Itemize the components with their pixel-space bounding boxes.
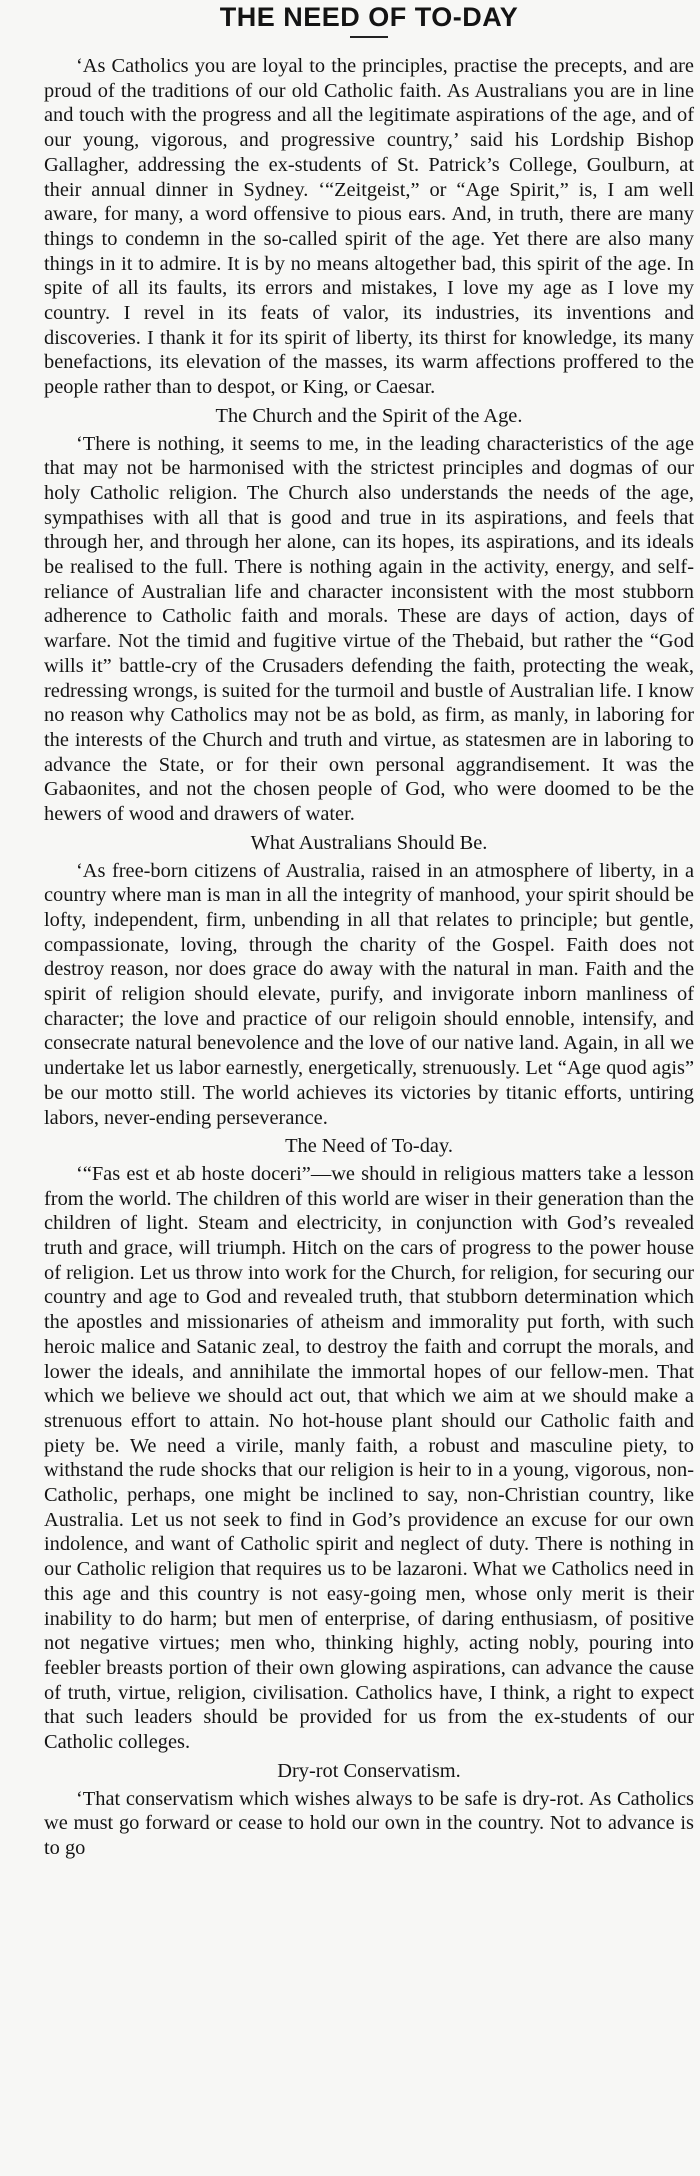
- title-rule: [350, 36, 388, 38]
- section-heading: The Need of To-day.: [285, 1135, 453, 1158]
- section-heading: What Australians Should Be.: [250, 831, 488, 854]
- section-paragraph: ‘That conservatism which wishes always to be safe is dry-rot. As Catholics we must go forward or cease to hold our own in the country. Not to advance is to go: [44, 1787, 694, 1859]
- intro-paragraph: ‘As Catholics you are loyal to the principles, practise the precepts, and are proud of the traditions of our old Catholic faith. As Australians you are in line and touch with the progress and all the legitimate aspirations of the age, and of our young, vigorous, and progressive country,’ said his Lordship Bishop Gallagher, addressing the ex-students of St. Patrick’s College, Goulburn, at their annual dinner in Sydney. ‘“Zeitgeist,” or “Age Spirit,” is, I am well aware, for many, a word offensive to pious ears. And, in truth, there are many things to condemn in the so-called spirit of the age. Yet there are also many things in it to admire. It is by no means altogether bad, this spirit of the age. In spite of all its faults, its errors and mistakes, I love my age as I love my country. I revel in its feats of valor, its industries, its inventions and discoveries. I thank it for its spirit of liberty, its thirst for knowledge, its many benefactions, its elevation of the masses, its warm affections proffered to the people rather than to despot, or King, or Caesar.: [44, 55, 694, 399]
- section-paragraph: ‘“Fas est et ab hoste doceri”—we should in religious matters take a lesson from the world. The children of this world are wiser in their generation than the children of light. Steam and electricity, in conjunction with God’s revealed truth and grace, will triumph. Hitch on the cars of progress to the power house of religion. Let us throw into work for the Church, for religion, for securing our country and age to God and revealed truth, that stubborn determination which the apostles and missionaries of atheism and immorality put forth, with such heroic malice and Satanic zeal, to destroy the faith and corrupt the morals, and lower the ideals, and annihilate the immortal hopes of our fellow-men. That which we believe we should act out, that which we aim at we should make a strenuous effort to attain. No hot-house plant should our Catholic faith and piety be. We need a virile, manly faith, a robust and masculine piety, to withstand the rude shocks that our religion is heir to in a young, vigorous, non-Catholic, perhaps, one might be inclined to say, non-Christian country, like Australia. Let us not seek to find in God’s providence an excuse for our own indolence, and want of Catholic spirit and neglect of duty. There is nothing in our Catholic religion that requires us to be lazaroni. What we Catholics need in this age and this country is not easy-going men, whose only merit is their inability to do harm; but men of enterprise, of daring enthusiasm, of positive not negative virtues; men who, thinking highly, acting nobly, pouring into feebler breasts portion of their own glowing aspirations, can advance the cause of truth, virtue, religion, civilisation. Catholics have, I think, a right to expect that such leaders should be provided for us from the ex-students of our Catholic colleges.: [44, 1162, 694, 1754]
- section-paragraph: ‘There is nothing, it seems to me, in the leading characteristics of the age that may not be harmonised with the strictest principles and dogmas of our holy Catholic religion. The Church also understands the needs of the age, sympathises with all that is good and true in its aspirations, and feels that through her, and through her alone, can its hopes, its aspirations, and its ideals be realised to the full. There is nothing again in the activity, energy, and self-reliance of Australian life and character inconsistent with the most stubborn adherence to Catholic faith and morals. These are days of action, days of warfare. Not the timid and fugitive virtue of the Thebaid, but rather the “God wills it” battle-cry of the Crusaders defending the faith, protecting the weak, redressing wrongs, is suited for the turmoil and bustle of Australian life. I know no reason why Catholics may not be as bold, as firm, as manly, in laboring for the interests of the Church and truth and virtue, as statesmen are in laboring to advance the State, or for their own personal aggrandisement. It was the Gabaonites, and not the chosen people of God, who were doomed to be the hewers of wood and drawers of water.: [44, 432, 694, 826]
- article-title: THE NEED OF TO-DAY: [219, 2, 519, 32]
- section-heading: The Church and the Spirit of the Age.: [215, 404, 523, 427]
- section-paragraph: ‘As free-born citizens of Australia, raised in an atmosphere of liberty, in a country where man is man in all the integrity of manhood, your spirit should be lofty, independent, firm, unbending in all that relates to principle; but gentle, compassionate, loving, through the charity of the Gospel. Faith does not destroy reason, nor does grace do away with the natural in man. Faith and the spirit of religion should elevate, purify, and invigorate inborn manliness of character; the love and practice of our religoin should ennoble, intensify, and consecrate natural benevolence and the love of our native land. Again, in all we undertake let us labor earnestly, energetically, strenuously. Let “Age quod agis” be our motto still. The world achieves its victories by titanic efforts, untiring labors, never-ending perseverance.: [44, 859, 694, 1129]
- section-heading: Dry-rot Conservatism.: [277, 1759, 461, 1782]
